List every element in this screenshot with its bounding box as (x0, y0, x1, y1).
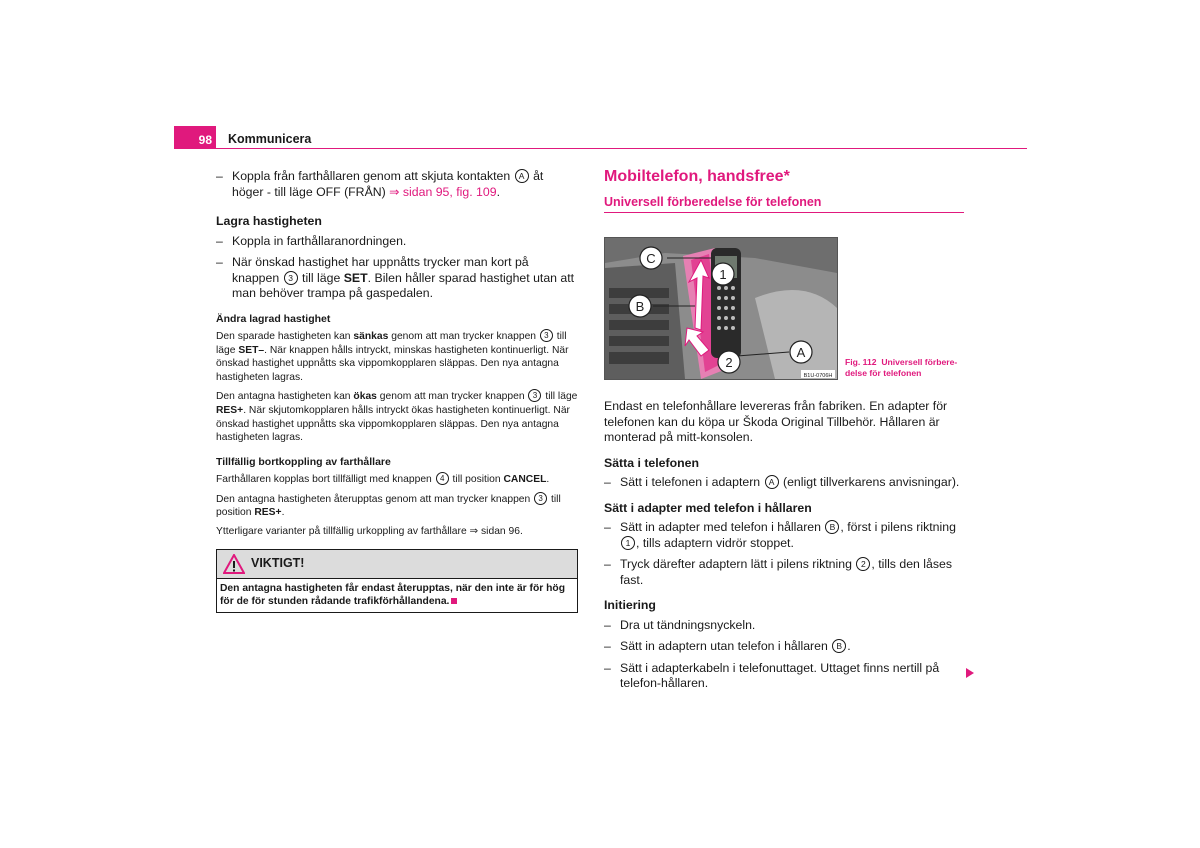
figure-label-c: C (646, 251, 656, 266)
subsection-heading: Tillfällig bortkoppling av farthållare (216, 455, 391, 468)
ref-badge: A (515, 169, 529, 183)
figure-label-b: B (635, 299, 645, 314)
section-title: Mobiltelefon, handsfree* (604, 168, 790, 185)
section-heading: Sätt i adapter med telefon i hållaren (604, 500, 812, 515)
chapter-title: Kommunicera (228, 132, 312, 146)
list-item: – Koppla in farthållaranordningen. (216, 233, 407, 248)
section-heading: Lagra hastigheten (216, 214, 322, 228)
figure-label-2: 2 (725, 355, 733, 370)
paragraph: Ytterligare varianter på tillfällig urkoppling av farthållare ⇒ sidan 96. (216, 526, 523, 538)
header-rule (174, 148, 1027, 149)
list-item: – Koppla från farthållaren genom att skjuta kontakten A åt höger - till läge OFF (FRÅN) ⇒ sidan 95, fig. 109. (216, 169, 544, 199)
paragraph: Den sparade hastigheten kan sänkas genom att man trycker knappen 3 till läge SET–. När knappen hålls intryckt, minskas hastigheten kontinuerligt. När önskad hastighet uppnåtts ska vippomkopplaren släppas. Den nya antagna hastigheten lagras. (216, 331, 569, 383)
dash: – (216, 169, 223, 183)
ref-badge: B (825, 520, 839, 534)
ref-badge: 3 (284, 271, 298, 285)
subsection-title: Universell förberedelse för telefonen (604, 195, 964, 214)
end-marker-icon (451, 598, 457, 604)
warning-box (216, 549, 578, 613)
figure-label-a: A (796, 345, 806, 360)
warning-title: VIKTIGT! (251, 555, 305, 570)
section-heading: Sätta i telefonen (604, 455, 699, 470)
page-link[interactable]: ⇒ sidan 95, fig. 109 (389, 184, 497, 199)
list-item: – Sätt i adapterkabeln i telefonuttaget. Uttaget finns nertill på telefon-hållaren. (604, 660, 940, 690)
list-item: – När önskad hastighet har uppnåtts trycker man kort på knappen 3 till läge SET. Bilen håller sparad hastighet utan att man behöver trampa på gaspedalen. (216, 255, 575, 300)
warning-icon (223, 554, 245, 574)
ref-badge: 2 (856, 557, 870, 571)
paragraph: Endast en telefonhållare levereras från fabriken. En adapter för telefonen kan du köpa ur Škoda Original Tillbehör. Hållaren är monterad på mitt-konsolen. (604, 399, 948, 444)
ref-badge: 1 (621, 536, 635, 550)
phone-holder-illustration (605, 238, 837, 379)
subsection-heading: Ändra lagrad hastighet (216, 312, 331, 325)
figure-label-1: 1 (719, 267, 727, 282)
ref-badge: B (832, 639, 846, 653)
ref-badge: 3 (528, 389, 541, 402)
continue-arrow-icon (966, 668, 974, 678)
warning-header (217, 550, 577, 578)
right-body (604, 399, 964, 698)
ref-badge: 3 (534, 492, 547, 505)
list-item: – Sätt in adaptern utan telefon i hållaren B . (604, 639, 851, 653)
ref-badge: 4 (436, 472, 449, 485)
paragraph: Farthållaren kopplas bort tillfälligt med knappen 4 till position CANCEL. (216, 474, 550, 486)
list-item: – Dra ut tändningsnyckeln. (604, 617, 756, 632)
list-item: – Sätt in adapter med telefon i hållaren B , först i pilens riktning 1 , tills adaptern vidrör stoppet. (604, 520, 956, 550)
left-column (216, 169, 578, 613)
right-column (604, 169, 964, 213)
paragraph: Den antagna hastigheten kan ökas genom att man trycker knappen 3 till läge RES+. När skjutomkopplaren hålls intryckt ökas hastigheten kontinuerligt. När önskad hastighet uppnåtts ska vippomkopplaren släppas. Den nya antagna hastigheten lagras. (216, 391, 578, 444)
section-heading: Initiering (604, 598, 656, 612)
figure-code: B1U-0706H (803, 373, 833, 379)
page-number: 98 (174, 126, 216, 148)
paragraph: Den antagna hastigheten återupptas genom att man trycker knappen 3 till position RES+. (216, 493, 561, 519)
figure-phone-holder (604, 237, 838, 380)
list-item: – Tryck därefter adaptern lätt i pilens riktning 2 , tills den låses fast. (604, 557, 953, 587)
ref-badge: A (765, 475, 779, 489)
list-item: – Sätt i telefonen i adaptern A (enligt tillverkarens anvisningar). (604, 475, 960, 489)
figure-caption: Fig. 112 Universell förbere-delse för telefonen (845, 357, 958, 378)
ref-badge: 3 (540, 329, 553, 342)
warning-text: Den antagna hastigheten får endast återupptas, när den inte är för hög för de för stunden rådande trafikförhållandena. (217, 578, 577, 612)
